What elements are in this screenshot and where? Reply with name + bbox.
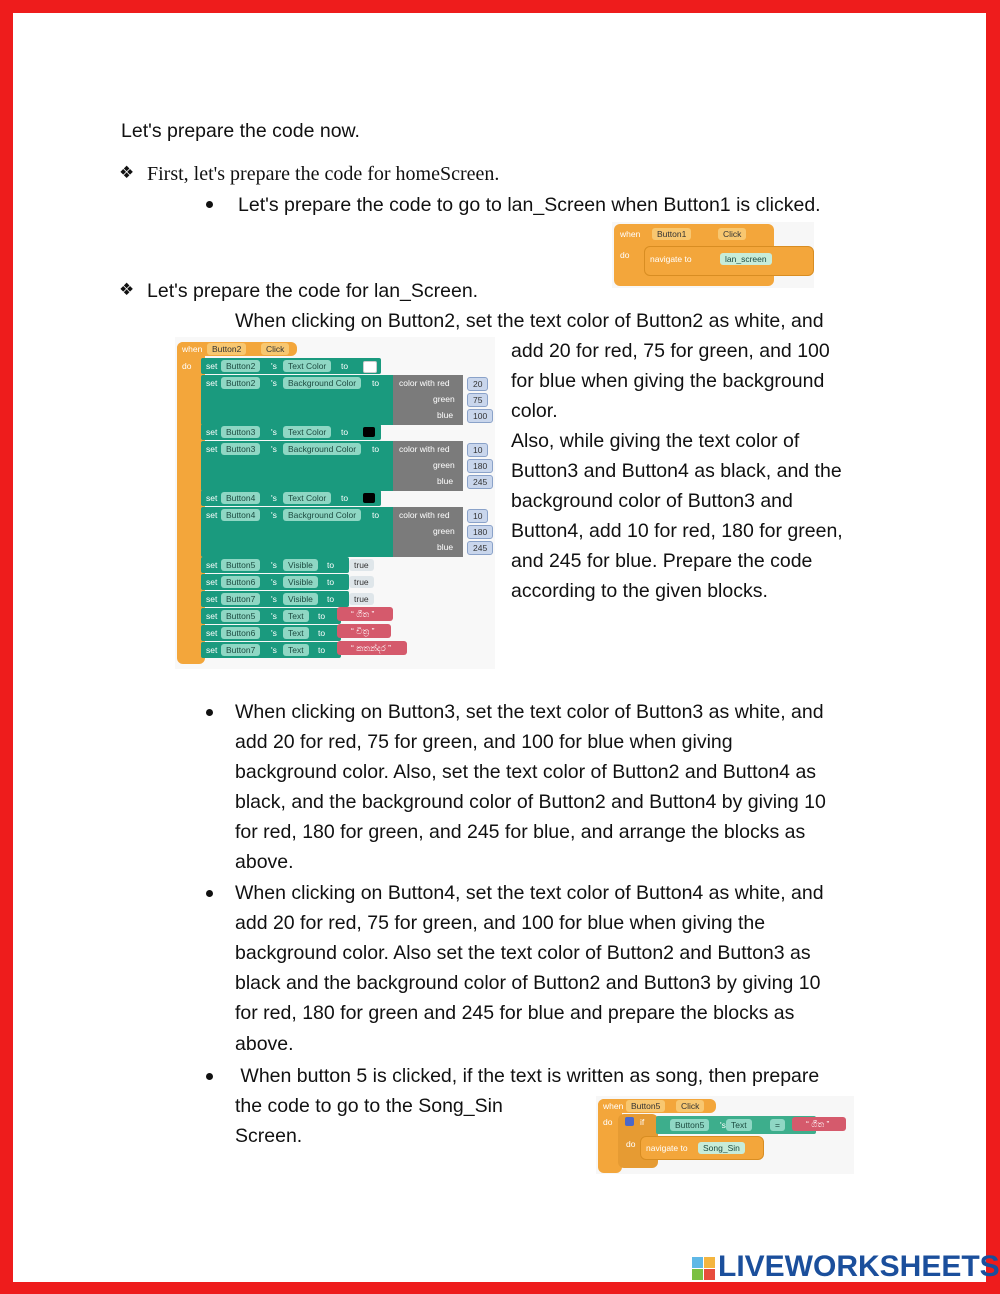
bullet2-line: add 20 for red, 75 for green, and 100 for blue when giving the — [235, 912, 766, 934]
bullet1-line: background color. Also, set the text color of Button2 and Button4 as — [235, 761, 817, 783]
section1-heading: First, let's prepare the code for homeScreen. — [147, 163, 500, 185]
section2-para-line: for blue when giving the background — [511, 370, 825, 392]
section2-para-line: Button4, add 10 for red, 180 for green, — [511, 520, 843, 542]
block-button5-click: when Button5 Click do if Button5 's Text = “ ගීත ” do navigate to Song_Sin — [596, 1096, 854, 1174]
bullet2-line: above. — [235, 1033, 294, 1055]
section2-para-line: and 245 for blue. Prepare the code — [511, 550, 813, 572]
section2-para-line: background color of Button3 and — [511, 490, 793, 512]
bullet3-line: When button 5 is clicked, if the text is written as song, then prepare — [235, 1065, 820, 1087]
bullet1-line: add 20 for red, 75 for green, and 100 for blue when giving — [235, 731, 733, 753]
bullet1-line: above. — [235, 851, 294, 873]
section2-heading: Let's prepare the code for lan_Screen. — [147, 280, 479, 302]
section2-para-line: Also, while giving the text color of — [511, 430, 800, 452]
bullet3-line: the code to go to the Song_Sin — [235, 1095, 503, 1117]
bullet-icon — [206, 1073, 213, 1080]
diamond-bullet-icon: ❖ — [119, 280, 135, 299]
section2-para-line: Button3 and Button4 as black, and the — [511, 460, 842, 482]
bullet2-line: background color. Also set the text color of Button2 and Button3 as — [235, 942, 811, 964]
bullet2-line: When clicking on Button4, set the text color of Button4 as white, and — [235, 882, 824, 904]
bullet3-line: Screen. — [235, 1125, 303, 1147]
bullet1-line: When clicking on Button3, set the text color of Button3 as white, and — [235, 701, 824, 723]
bullet-icon — [206, 709, 213, 716]
section2-para-line: according to the given blocks. — [511, 580, 768, 602]
diamond-bullet-icon: ❖ — [119, 163, 135, 182]
bullet2-line: for red, 180 for green and 245 for blue and prepare the blocks as — [235, 1002, 795, 1024]
intro-text: Let's prepare the code now. — [121, 120, 360, 142]
section2-para-line: When clicking on Button2, set the text color of Button2 as white, and — [235, 310, 824, 332]
gear-icon — [625, 1117, 634, 1126]
bullet2-line: black and the background color of Button2 and Button3 by giving 10 — [235, 972, 821, 994]
block-button1-click: when Button1 Click do navigate to lan_screen — [612, 222, 814, 288]
section1-bullet-text: Let's prepare the code to go to lan_Screen when Button1 is clicked. — [238, 194, 821, 216]
bullet1-line: for red, 180 for green, and 245 for blue, and arrange the blocks as — [235, 821, 806, 843]
bullet1-line: black, and the background color of Button2 and Button4 by giving 10 — [235, 791, 826, 813]
section2-para-line: add 20 for red, 75 for green, and 100 — [511, 340, 830, 362]
section2-para-line: color. — [511, 400, 558, 422]
bullet-icon — [206, 890, 213, 897]
liveworksheets-logo-icon — [692, 1257, 716, 1281]
block-button2-click: when Button2 Click do set Button2 's Text Color to set Button2 's Background Color to color with red green blue 20 75 100 set Button3 's Text Color to set Button3 's Background Color to color with red green blue 10 180 245 set Button4 's Text Color to set Button4 's Background Color to color with red green blue 10 180 245 set Button5 's Visible to true set Button6 's Visible to true set Button7 's Visible to true set Button5 's Text to “ ගීත ” set Button6 's Text to “ චිත්‍ර ” set Button7 's Text to “ කතන්දර ” — [175, 337, 495, 669]
bullet-icon — [206, 201, 213, 208]
liveworksheets-brand: LIVEWORKSHEETS — [718, 1250, 1000, 1283]
